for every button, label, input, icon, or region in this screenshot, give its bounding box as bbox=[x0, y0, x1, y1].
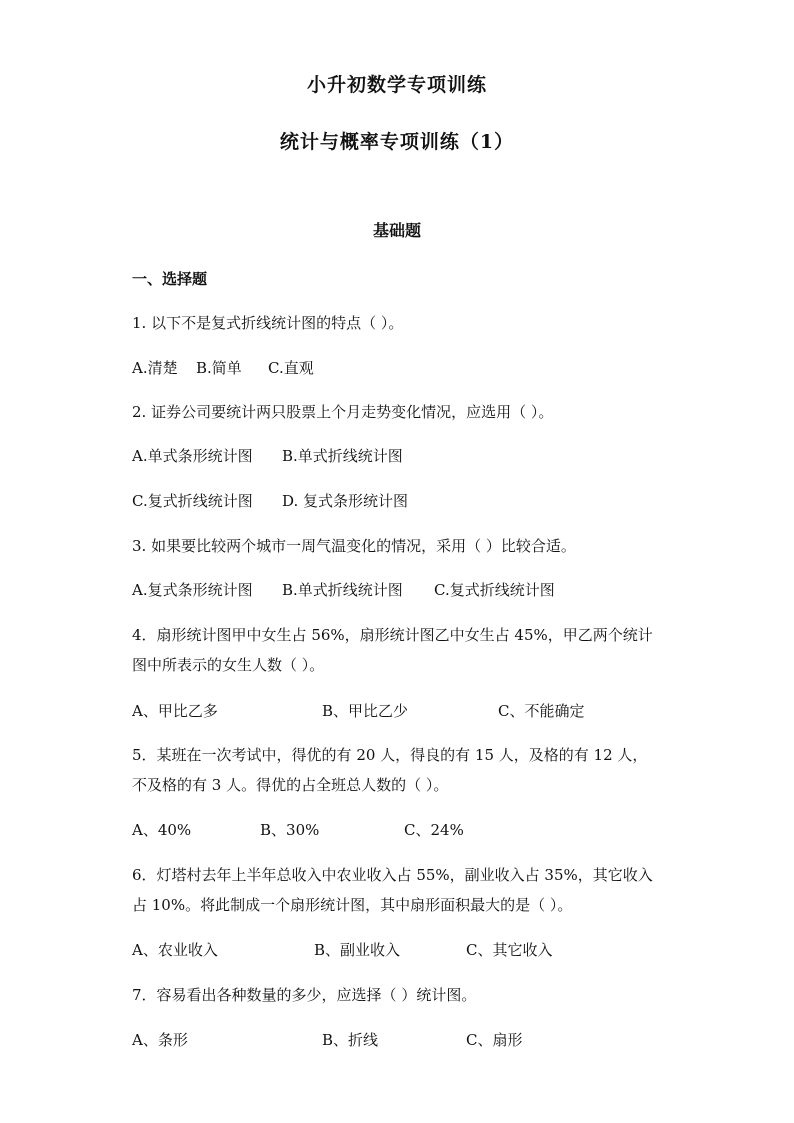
section-heading: 基础题 bbox=[372, 221, 421, 240]
option-c: C、24% bbox=[404, 821, 464, 839]
question-7 bbox=[132, 980, 672, 1010]
question-6 bbox=[132, 860, 672, 920]
option-b: B、折线 bbox=[322, 1031, 379, 1049]
question-line: 占 10%。将此制成一个扇形统计图，其中扇形面积最大的是（ ）。 bbox=[132, 896, 573, 914]
option-a: A.单式条形统计图 bbox=[132, 447, 253, 465]
option-a: A.复式条形统计图 bbox=[132, 581, 253, 599]
question-line: 5．某班在一次考试中，得优的有 20 人，得良的有 15 人，及格的有 12 人， bbox=[132, 746, 648, 764]
question-line: 不及格的有 3 人。得优的占全班总人数的（ ）。 bbox=[132, 776, 449, 794]
option-b: B.单式折线统计图 bbox=[282, 581, 403, 599]
option-c: C.复式折线统计图 bbox=[434, 581, 555, 599]
question-4 bbox=[132, 620, 672, 680]
question-line: 1. 以下不是复式折线统计图的特点（ ）。 bbox=[132, 314, 404, 332]
question-1 bbox=[132, 308, 672, 338]
option-c: C、其它收入 bbox=[466, 941, 553, 959]
option-a: A.清楚 bbox=[132, 359, 178, 377]
option-b: B、副业收入 bbox=[314, 941, 401, 959]
question-line: 2. 证券公司要统计两只股票上个月走势变化情况，应选用（ ）。 bbox=[132, 403, 554, 421]
option-c: C、不能确定 bbox=[498, 702, 585, 720]
question-line: 图中所表示的女生人数（ ）。 bbox=[132, 656, 325, 674]
question-5 bbox=[132, 740, 672, 800]
option-b: B、30% bbox=[260, 821, 320, 839]
option-a: A、40% bbox=[132, 821, 192, 839]
question-line: 6．灯塔村去年上半年总收入中农业收入占 55%，副业收入占 35%，其它收入 bbox=[132, 866, 653, 884]
option-b: B.单式折线统计图 bbox=[282, 447, 403, 465]
part-heading: 一、选择题 bbox=[132, 270, 208, 288]
question-line: 4．扇形统计图甲中女生占 56%，扇形统计图乙中女生占 45%，甲乙两个统计 bbox=[132, 626, 653, 644]
main-title: 小升初数学专项训练 bbox=[306, 74, 487, 96]
option-c: C、扇形 bbox=[466, 1031, 523, 1049]
option-c: C.复式折线统计图 bbox=[132, 492, 253, 510]
question-line: 3. 如果要比较两个城市一周气温变化的情况，采用（ ）比较合适。 bbox=[132, 537, 576, 555]
question-2 bbox=[132, 397, 672, 427]
option-a: A、甲比乙多 bbox=[132, 702, 218, 720]
option-d: D. 复式条形统计图 bbox=[282, 492, 409, 510]
question-3 bbox=[132, 531, 672, 561]
option-b: B、甲比乙少 bbox=[322, 702, 409, 720]
option-a: A、条形 bbox=[132, 1031, 188, 1049]
option-a: A、农业收入 bbox=[132, 941, 218, 959]
sub-title: 统计与概率专项训练（1） bbox=[279, 131, 515, 153]
option-c: C.直观 bbox=[268, 359, 314, 377]
question-line: 7．容易看出各种数量的多少，应选择（ ）统计图。 bbox=[132, 986, 477, 1004]
option-b: B.简单 bbox=[196, 359, 242, 377]
